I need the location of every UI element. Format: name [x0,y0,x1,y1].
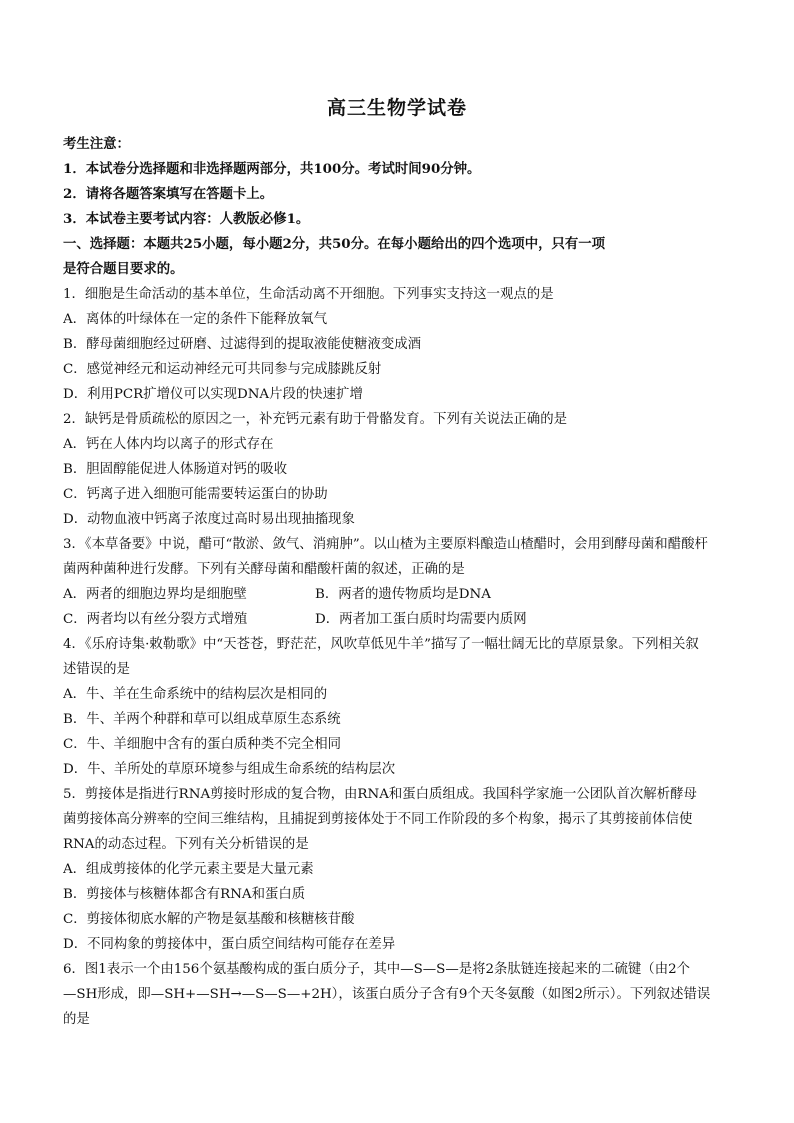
section-heading-cont: 是符合题目要求的。 [63,261,184,277]
q1-option-c: C．感觉神经元和运动神经元可共同参与完成膝跳反射 [63,362,382,377]
question-5-stem: 5．剪接体是指进行RNA剪接时形成的复合物，由RNA和蛋白质组成。我国科学家施一公团队首次解析酵母 [63,787,697,802]
q4-option-c: C．牛、羊细胞中含有的蛋白质种类不完全相同 [63,737,342,752]
q4-option-b: B．牛、羊两个种群和草可以组成草原生态系统 [63,712,341,727]
question-6-stem-cont: —SH形成，即—SH+—SH→—S—S—+2H），该蛋白质分子含有9个天冬氨酸（如图2所示）。下列叙述错误 [63,987,711,1002]
q1-option-d: D．利用PCR扩增仪可以实现DNA片段的快速扩增 [63,387,363,402]
q3-option-d: D．两者加工蛋白质时均需要内质网 [315,612,527,627]
q2-option-c: C．钙离子进入细胞可能需要转运蛋白的协助 [63,487,328,502]
q1-option-b: B．酵母菌细胞经过研磨、过滤得到的提取液能使糖液变成酒 [63,337,421,352]
q5-option-d: D．不同构象的剪接体中，蛋白质空间结构可能存在差异 [63,937,396,952]
q4-option-d: D．牛、羊所处的草原环境参与组成生命系统的结构层次 [63,762,396,777]
question-3-stem-cont: 菌两种菌种进行发酵。下列有关酵母菌和醋酸杆菌的叙述，正确的是 [63,562,465,577]
q2-option-a: A．钙在人体内均以离子的形式存在 [63,437,274,452]
notice-item: 2．请将各题答案填写在答题卡上。 [63,186,274,202]
question-4-stem-cont: 述错误的是 [63,662,130,677]
question-6-stem: 6．图1表示一个由156个氨基酸构成的蛋白质分子，其中—S—S—是将2条肽链连接起来的二硫键（由2个 [63,962,690,977]
q3-option-a: A．两者的细胞边界均是细胞壁 [63,587,247,602]
q3-options-row [63,607,735,632]
question-4-stem: 4．《乐府诗集·敕勒歌》中“天苍苍，野茫茫，风吹草低见牛羊”描写了一幅壮阔无比的草原景象。下列相关叙 [63,637,699,652]
question-5-stem-cont: 菌剪接体高分辨率的空间三维结构，且捕捉到剪接体处于不同工作阶段的多个构象，揭示了其剪接前体信使 [63,812,693,827]
question-5-stem-cont: RNA的动态过程。下列有关分析错误的是 [63,837,309,852]
q1-option-a: A．离体的叶绿体在一定的条件下能释放氧气 [63,312,328,327]
q5-option-b: B．剪接体与核糖体都含有RNA和蛋白质 [63,887,306,902]
q3-option-c: C．两者均以有丝分裂方式增殖 [63,612,248,627]
q2-option-d: D．动物血液中钙离子浓度过高时易出现抽搐现象 [63,512,355,527]
exam-title: 高三生物学试卷 [326,97,467,119]
question-6-stem-cont: 的是 [63,1012,90,1027]
notice-item: 3．本试卷主要考试内容：人教版必修1。 [63,211,310,227]
q3-options-row [63,582,735,607]
q3-option-b: B．两者的遗传物质均是DNA [315,587,491,602]
question-2-stem: 2．缺钙是骨质疏松的原因之一，补充钙元素有助于骨骼发育。下列有关说法正确的是 [63,412,567,427]
q5-option-c: C．剪接体彻底水解的产物是氨基酸和核糖核苷酸 [63,912,355,927]
q2-option-b: B．胆固醇能促进人体肠道对钙的吸收 [63,462,288,477]
notice-heading: 考生注意： [63,136,130,152]
question-1-stem: 1．细胞是生命活动的基本单位，生命活动离不开细胞。下列事实支持这一观点的是 [63,287,554,302]
exam-content [63,132,735,1032]
q5-option-a: A．组成剪接体的化学元素主要是大量元素 [63,862,314,877]
question-3-stem: 3．《本草备要》中说，醋可“散淤、敛气、消痈肿”。以山楂为主要原料酿造山楂醋时，会用到酵母菌和醋酸杆 [63,537,708,552]
notice-item: 1．本试卷分选择题和非选择题两部分，共100分。考试时间90分钟。 [63,161,481,177]
q4-option-a: A．牛、羊在生命系统中的结构层次是相同的 [63,687,328,702]
section-heading: 一、选择题：本题共25小题，每小题2分，共50分。在每小题给出的四个选项中，只有一项 [63,236,606,252]
